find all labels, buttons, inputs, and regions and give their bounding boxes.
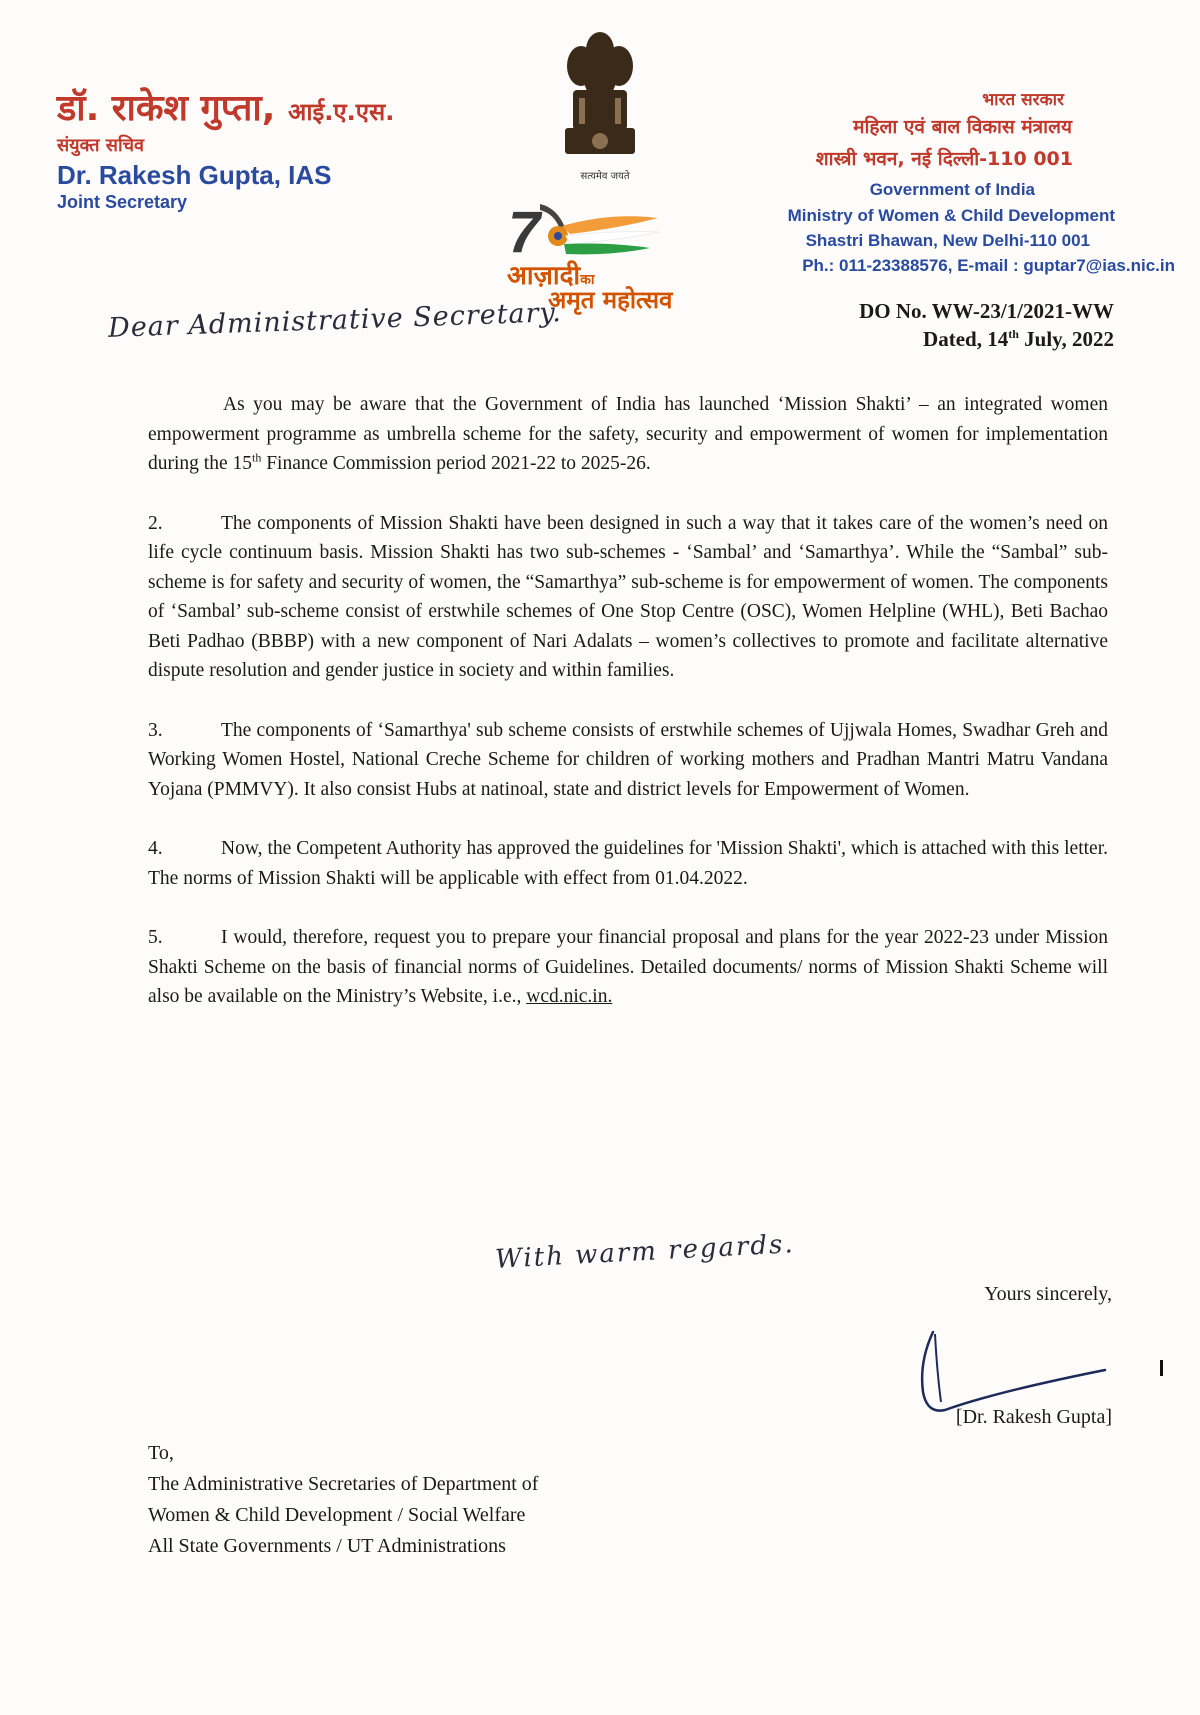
amrit-mahotsav-text: अमृत महोत्सव	[548, 286, 673, 314]
hindi-name-suffix: आई.ए.एस.	[287, 98, 395, 126]
handwritten-closing: With warm regards.	[494, 1229, 796, 1275]
paragraph-number: 5.	[148, 927, 163, 948]
paragraph-number: 3.	[148, 719, 163, 741]
emblem-motto: सत्यमेव जयते	[580, 171, 630, 182]
ministry-hindi-line: भारत सरकार	[982, 90, 1064, 110]
signer-name: [Dr. Rakesh Gupta]	[955, 1406, 1112, 1428]
hindi-officer-name: डॉ. राकेश गुप्ता, आई.ए.एस.	[57, 88, 395, 129]
recipient-block	[148, 1438, 538, 1562]
recipient-line: All State Governments / UT Administrations	[148, 1535, 506, 1557]
azadi-logo-text: आज़ादीका	[507, 261, 595, 291]
ministry-contact-line: Ph.: 011-23388576, E-mail : guptar7@ias.nic.in	[802, 256, 1175, 275]
letter-date: Dated, 14th July, 2022	[923, 327, 1114, 351]
margin-mark	[1160, 1360, 1163, 1376]
officer-name: Dr. Rakesh Gupta, IAS	[57, 160, 332, 190]
national-emblem-icon	[555, 28, 645, 178]
paragraph-4: 4. Now, the Competent Authority has approved the guidelines for 'Mission Shakti', which is attached with this letter. The norms of Mission Shakti will be applicable with effect from 01.04.2022.	[148, 834, 1108, 893]
ministry-hindi-line: शास्त्री भवन, नई दिल्ली-110 001	[815, 148, 1073, 170]
ministry-hindi-line: महिला एवं बाल विकास मंत्रालय	[853, 116, 1072, 138]
do-number: DO No. WW-23/1/2021-WW	[859, 299, 1114, 323]
ministry-english-line: Government of India	[869, 180, 1035, 199]
paragraph-number: 2.	[148, 512, 163, 534]
letter-body	[148, 390, 1108, 1042]
paragraph-number: 4.	[148, 838, 163, 859]
ministry-english-line: Shastri Bhawan, New Delhi-110 001	[805, 231, 1090, 250]
paragraph-3: 3. The components of ‘Samarthya' sub scheme consists of erstwhile schemes of Ujjwala Homes, Swadhar Greh and Working Women Hostel, National Creche Scheme for children of working mothers and Pradhan Mantri Matru Vandana Yojana (PMMVY). It also consist Hubs at natinoal, state and district levels for Empowerment of Women.	[148, 716, 1108, 805]
paragraph-1: As you may be aware that the Government of India has launched ‘Mission Shakti’ – an integrated women empowerment programme as umbrella scheme for the safety, security and empowerment of women for implementation during the 15th Finance Commission period 2021-22 to 2025-26.	[148, 394, 1108, 474]
recipient-line: The Administrative Secretaries of Department of	[148, 1473, 539, 1495]
svg-text:7: 7	[508, 200, 541, 265]
paragraph-2: 2. The components of Mission Shakti have been designed in such a way that it takes care of the women’s need on life cycle continuum basis. Mission Shakti has two sub-schemes - ‘Sambal’ and ‘Samarthya’. While the “Sambal” sub-scheme is for safety and security of women, the “Samarthya” sub-scheme is for empowerment of women. The components of ‘Sambal’ sub-scheme consist of erstwhile schemes of One Stop Centre (OSC), Women Helpline (WHL), Beti Bachao Beti Padhao (BBBP) with a new component of Nari Adalats – women’s collectives to promote and facilitate alternative dispute resolution and gender justice in society and within families.	[148, 509, 1108, 686]
ministry-english-line: Ministry of Women & Child Development	[787, 206, 1115, 225]
paragraph-5: 5. I would, therefore, request you to prepare your financial proposal and plans for the year 2022-23 under Mission Shakti Scheme on the basis of financial norms of Guidelines. Detailed documents/ norms of Mission Shakti Scheme will also be available on the Ministry’s Website, i.e., wcd.nic.in.	[148, 923, 1108, 1012]
officer-designation: Joint Secretary	[57, 192, 188, 212]
hindi-designation: संयुक्त सचिव	[57, 135, 145, 156]
handwritten-salutation: Dear Administrative Secretary.	[107, 297, 563, 344]
azadi-logo-text-small: का	[580, 272, 595, 288]
closing-text: Yours sincerely,	[984, 1283, 1112, 1305]
recipient-line: To,	[148, 1442, 174, 1464]
recipient-line: Women & Child Development / Social Welfare	[148, 1504, 526, 1526]
ministry-website-link[interactable]: wcd.nic.in.	[526, 986, 613, 1007]
